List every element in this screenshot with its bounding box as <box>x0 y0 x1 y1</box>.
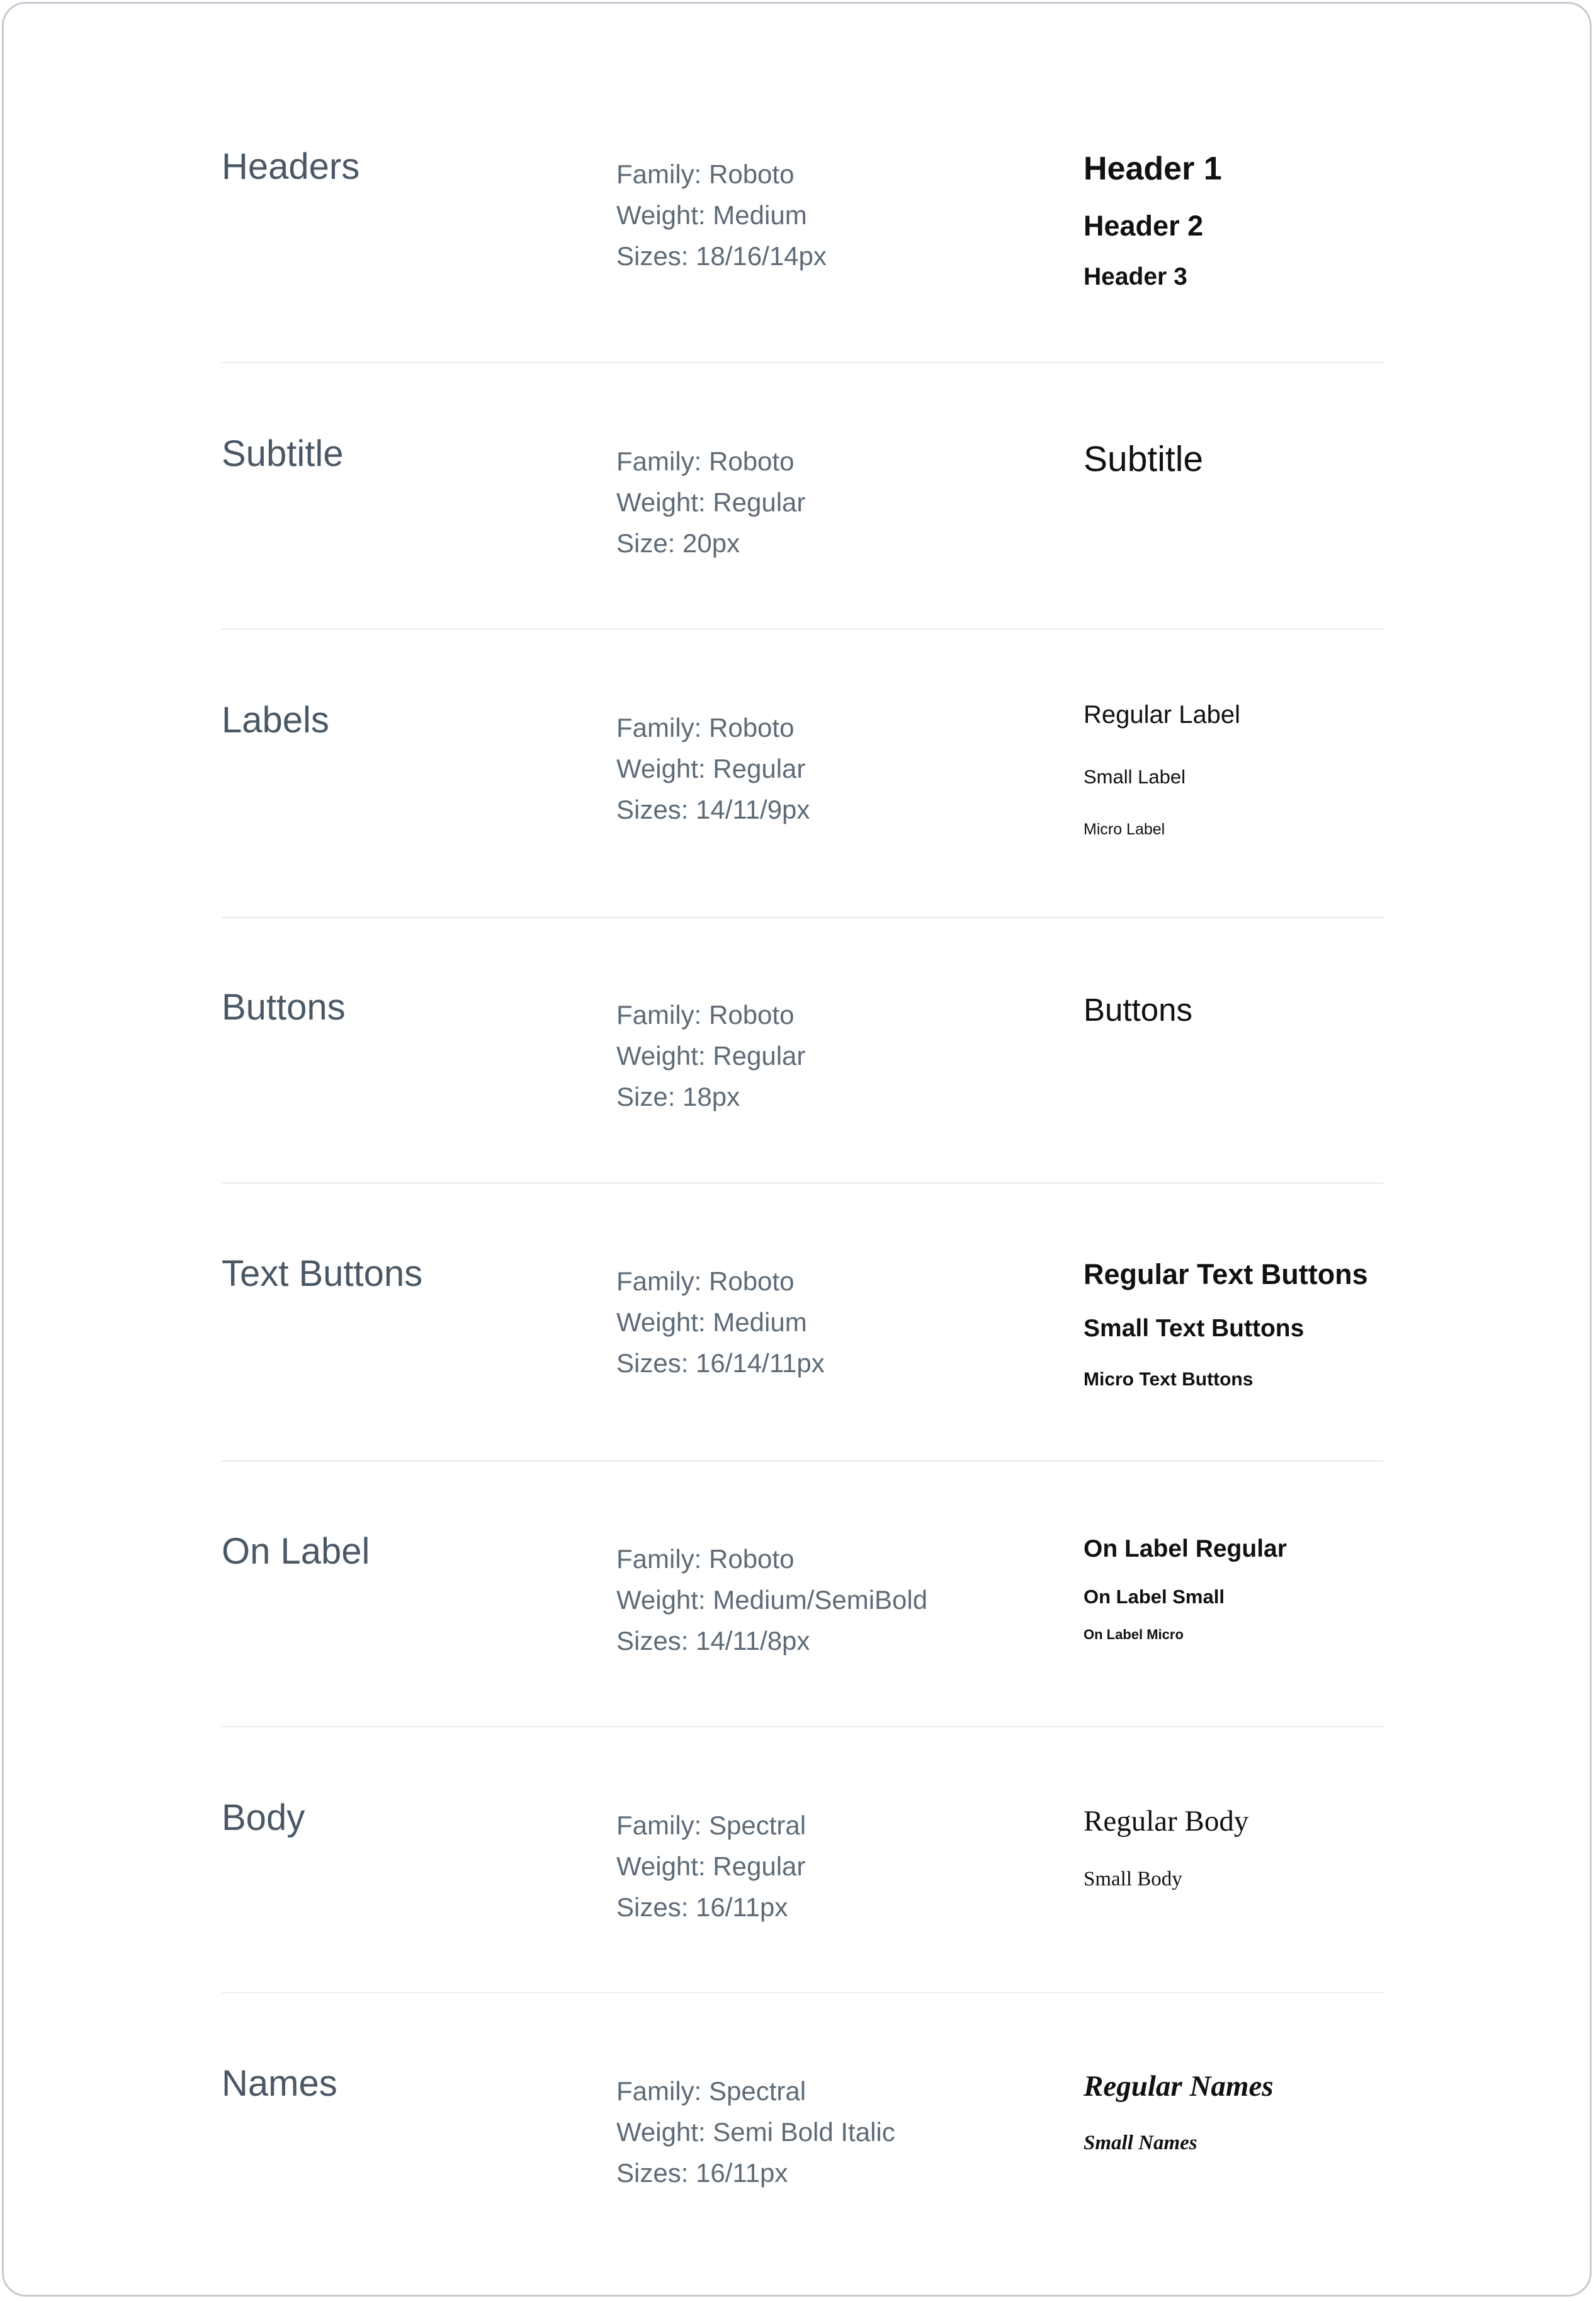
category-name: Body <box>222 1797 305 1838</box>
row-divider <box>222 1992 1384 1993</box>
sample-small-label: Small Label <box>1084 766 1186 788</box>
font-size: Sizes: 18/16/14px <box>616 241 827 271</box>
sample-micro-label: Micro Label <box>1084 821 1165 838</box>
sample-regular-names: Regular Names <box>1084 2070 1274 2103</box>
font-family: Family: Roboto <box>616 713 795 742</box>
font-size: Size: 18px <box>616 1082 740 1111</box>
font-family: Family: Roboto <box>616 446 795 476</box>
font-family: Family: Spectral <box>616 2076 806 2106</box>
font-family: Family: Roboto <box>616 159 795 189</box>
font-size: Sizes: 16/11px <box>616 2158 788 2188</box>
font-size: Size: 20px <box>616 528 740 558</box>
font-size: Sizes: 14/11/8px <box>616 1626 810 1656</box>
sample-small-body: Small Body <box>1084 1868 1182 1890</box>
category-name: Buttons <box>222 987 346 1028</box>
sample-regular-label: Regular Label <box>1084 701 1241 729</box>
sample-header-3: Header 3 <box>1084 263 1187 290</box>
typography-card <box>2 2 1592 2297</box>
sample-header-1: Header 1 <box>1084 151 1222 187</box>
category-specs <box>616 1538 927 1661</box>
font-weight: Weight: Medium/SemiBold <box>616 1585 928 1615</box>
sample-on-label-regular: On Label Regular <box>1084 1535 1287 1562</box>
font-weight: Weight: Semi Bold Italic <box>616 2117 895 2147</box>
sample-small-text-buttons: Small Text Buttons <box>1084 1315 1305 1342</box>
category-specs <box>616 2071 895 2193</box>
sample-on-label-small: On Label Small <box>1084 1586 1225 1608</box>
row-divider <box>222 1460 1384 1462</box>
row-divider <box>222 1726 1384 1727</box>
sample-regular-text-buttons: Regular Text Buttons <box>1084 1258 1368 1290</box>
sample-small-names: Small Names <box>1084 2132 1197 2154</box>
font-family: Family: Spectral <box>616 1810 806 1840</box>
row-divider <box>222 362 1384 363</box>
category-specs <box>616 1261 825 1383</box>
font-weight: Weight: Regular <box>616 1041 806 1071</box>
sample-regular-body: Regular Body <box>1084 1805 1249 1838</box>
sample-buttons: Buttons <box>1084 992 1192 1028</box>
category-name: Subtitle <box>222 433 344 474</box>
font-weight: Weight: Regular <box>616 1851 806 1881</box>
row-divider <box>222 628 1384 630</box>
font-size: Sizes: 14/11/9px <box>616 795 810 824</box>
category-name: Text Buttons <box>222 1253 423 1294</box>
row-divider <box>222 917 1384 918</box>
sample-subtitle: Subtitle <box>1084 439 1204 479</box>
sample-micro-text-buttons: Micro Text Buttons <box>1084 1369 1254 1390</box>
font-weight: Weight: Regular <box>616 754 806 783</box>
font-family: Family: Roboto <box>616 1000 795 1030</box>
category-name: Headers <box>222 146 360 187</box>
font-weight: Weight: Regular <box>616 487 806 517</box>
category-specs <box>616 994 805 1117</box>
category-specs <box>616 707 810 830</box>
category-name: Names <box>222 2063 337 2104</box>
category-name: Labels <box>222 700 329 741</box>
row-divider <box>222 1183 1384 1184</box>
font-family: Family: Roboto <box>616 1266 795 1296</box>
sample-on-label-micro: On Label Micro <box>1084 1627 1184 1642</box>
sample-header-2: Header 2 <box>1084 210 1204 242</box>
category-specs <box>616 154 827 276</box>
font-family: Family: Roboto <box>616 1544 795 1574</box>
category-name: On Label <box>222 1531 370 1572</box>
font-size: Sizes: 16/14/11px <box>616 1348 825 1378</box>
font-size: Sizes: 16/11px <box>616 1892 788 1922</box>
category-specs <box>616 1805 806 1928</box>
font-weight: Weight: Medium <box>616 200 807 230</box>
font-weight: Weight: Medium <box>616 1307 807 1337</box>
category-specs <box>616 441 805 564</box>
